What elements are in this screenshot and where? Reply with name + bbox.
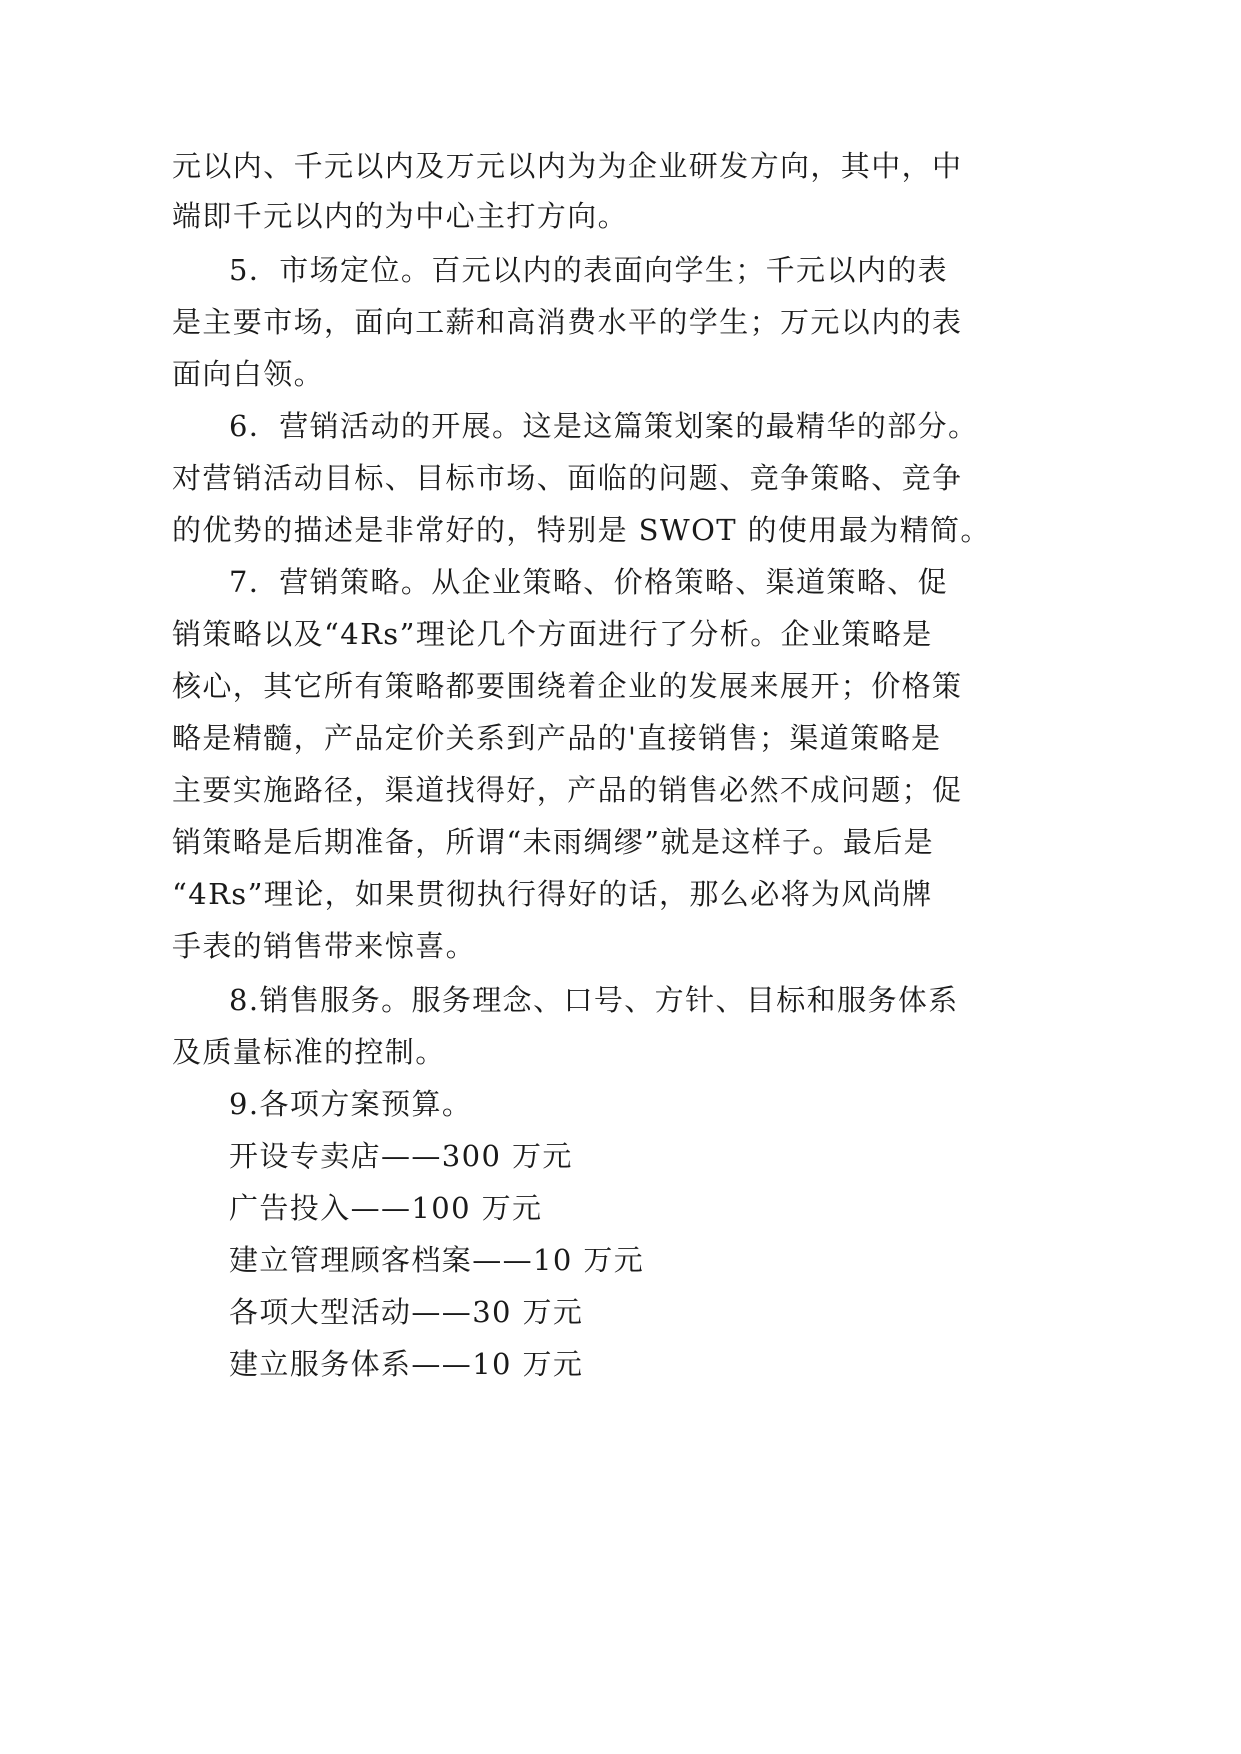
body-text-line: 销策略以及“4Rs”理论几个方面进行了分析。企业策略是 xyxy=(172,617,933,651)
body-text-line: 略是精髓，产品定价关系到产品的'直接销售；渠道策略是 xyxy=(172,721,942,755)
budget-item-line: 建立管理顾客档案——10 万元 xyxy=(229,1243,645,1277)
budget-item-line: 广告投入——100 万元 xyxy=(229,1191,543,1225)
body-text-line: 手表的销售带来惊喜。 xyxy=(172,929,477,963)
body-text-line: 对营销活动目标、目标市场、面临的问题、竞争策略、竞争 xyxy=(172,461,963,495)
section-5-heading-line: 5．市场定位。百元以内的表面向学生；千元以内的表 xyxy=(229,253,949,287)
body-text-line: 端即千元以内的为中心主打方向。 xyxy=(172,199,629,233)
body-text-line: 核心，其它所有策略都要围绕着企业的发展来展开；价格策 xyxy=(172,669,963,703)
section-7-heading-line: 7．营销策略。从企业策略、价格策略、渠道策略、促 xyxy=(229,565,949,599)
section-9-heading-line: 9.各项方案预算。 xyxy=(229,1087,473,1121)
section-6-heading-line: 6．营销活动的开展。这是这篇策划案的最精华的部分。 xyxy=(229,409,979,443)
body-text-line: “4Rs”理论，如果贯彻执行得好的话，那么必将为风尚牌 xyxy=(172,877,933,911)
body-text-line: 元以内、千元以内及万元以内为为企业研发方向，其中，中 xyxy=(172,149,963,183)
body-text-line: 的优势的描述是非常好的，特别是 SWOT 的使用最为精简。 xyxy=(172,513,991,547)
budget-item-line: 开设专卖店——300 万元 xyxy=(229,1139,573,1173)
body-text-line: 销策略是后期准备，所谓“未雨绸缪”就是这样子。最后是 xyxy=(172,825,935,859)
section-8-heading-line: 8.销售服务。服务理念、口号、方针、目标和服务体系 xyxy=(229,983,959,1017)
body-text-line: 是主要市场，面向工薪和高消费水平的学生；万元以内的表 xyxy=(172,305,963,339)
body-text-line: 面向白领。 xyxy=(172,357,325,391)
body-text-line: 主要实施路径，渠道找得好，产品的销售必然不成问题；促 xyxy=(172,773,963,807)
budget-item-line: 建立服务体系——10 万元 xyxy=(229,1347,584,1381)
budget-item-line: 各项大型活动——30 万元 xyxy=(229,1295,584,1329)
body-text-line: 及质量标准的控制。 xyxy=(172,1035,446,1069)
